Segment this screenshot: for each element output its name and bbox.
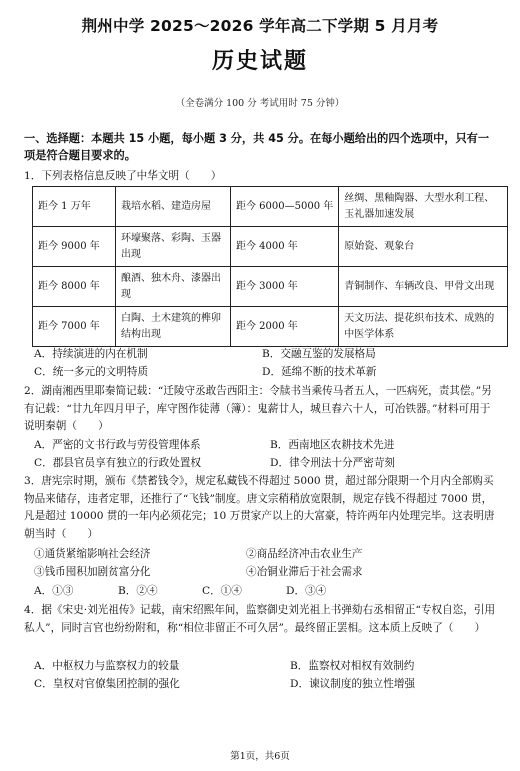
table-cell: 白陶、土木建筑的榫卯结构出现: [116, 307, 231, 347]
option-d[interactable]: D．③④: [286, 585, 327, 597]
table-row: [33, 267, 508, 307]
table-cell: 环壕聚落、彩陶、玉器出现: [116, 227, 231, 267]
sub-option-2: ②商品经济冲击农业生产: [246, 548, 363, 560]
option-d[interactable]: D．谏议制度的独立性增强: [290, 678, 416, 690]
exam-title: 荆州中学 2025～2026 学年高二下学期 5 月月考: [81, 17, 439, 35]
option-a[interactable]: A．持续演进的内在机制: [34, 348, 148, 360]
option-c[interactable]: C．皇权对官僚集团控制的强化: [34, 678, 180, 690]
table-cell: 青铜制作、车辆改良、甲骨文出现: [339, 267, 508, 307]
table-row: [33, 307, 508, 347]
table-cell: 栽培水稻、建造房屋: [116, 187, 231, 227]
option-d[interactable]: D．延绵不断的技术革新: [262, 366, 377, 378]
question-1-table: [32, 186, 508, 347]
table-cell: 原始瓷、观象台: [339, 227, 508, 267]
question-4-stem: 4．据《宋史·刘光祖传》记载，南宋绍熙年间，监察御史刘光祖上书弹劾右丞相留正“专权自恣，引用私人”，同时言官也纷纷附和，称“相位非留正不可久居”。最终留正罢相。这本质上反映了（ ）: [24, 604, 496, 634]
table-cell: 丝绸、黑釉陶器、大型水利工程、玉礼器加速发展: [339, 187, 508, 227]
table-cell: 距今 4000 年: [231, 227, 339, 267]
question-2-options: [34, 437, 504, 473]
table-cell: 距今 1 万年: [33, 187, 116, 227]
question-1-stem: 1．下列表格信息反映了中华文明（ ）: [24, 170, 222, 182]
option-a[interactable]: A．严密的文书行政与劳役管理体系: [34, 439, 201, 451]
exam-subject-title: 历史试题: [211, 49, 308, 74]
option-b[interactable]: B．监察权对相权有效制约: [290, 660, 415, 672]
sub-option-4: ④冶铜业滞后于社会需求: [246, 566, 363, 578]
question-4-options: [34, 658, 504, 694]
question-1-options: [34, 346, 504, 382]
question-3-stem: 3．唐宪宗时期，颁布《禁蓄钱令》，规定私藏钱不得超过 5000 贯，超过部分限期一个月内全部购买物品来储存，违者定罪，还推行了“飞钱”制度。唐文宗稍稍放宽限制，规定存钱不得超过 7000 贯，凡是超过 10000 贯的一年内必须花完；10 万贯家产以上的大富豪，特许两年内处理完毕。这表明唐朝当时（ ）: [24, 475, 495, 540]
table-cell: 距今 8000 年: [33, 267, 116, 307]
sub-option-1: ①通货紧缩影响社会经济: [34, 548, 151, 560]
question-2-stem: 2．湖南湘西里耶秦简记载：“迁陵守丞敢告西阳主：令牍书当乘传马者五人，一匹病死，责其偿。”另有记载：“廿九年四月甲子，库守图作徒薄（簿）：鬼薪廿人，城旦舂六十人，可冶铁器。”材料可用于说明秦朝（ ）: [24, 385, 492, 432]
option-d[interactable]: D．律令刑法十分严密苛刻: [270, 457, 396, 469]
sub-option-3: ③钱币囤积加剧贫富分化: [34, 566, 151, 578]
table-cell: 距今 9000 年: [33, 227, 116, 267]
table-cell: 酿酒、独木舟、漆器出现: [116, 267, 231, 307]
option-c[interactable]: C．统一多元的文明特质: [34, 366, 149, 378]
option-a[interactable]: A．①③: [34, 585, 74, 597]
option-b[interactable]: B．②④: [118, 585, 158, 597]
option-b[interactable]: B．西南地区农耕技术先进: [270, 439, 395, 451]
table-cell: 距今 3000 年: [231, 267, 339, 307]
table-row: [33, 187, 508, 227]
table-cell: 距今 2000 年: [231, 307, 339, 347]
table-row: [33, 227, 508, 267]
table-cell: 距今 7000 年: [33, 307, 116, 347]
option-b[interactable]: B．交融互鉴的发展格局: [262, 348, 376, 360]
option-c[interactable]: C．郡县官员享有独立的行政处置权: [34, 457, 202, 469]
page-footer: 第1页，共6页: [230, 751, 290, 762]
option-a[interactable]: A．中枢权力与监察权力的较量: [34, 660, 180, 672]
question-3-options: [34, 583, 504, 601]
section-heading: 一、选择题：本题共 15 小题，每小题 3 分，共 45 分。在每小题给出的四个选项中，只有一项是符合题目要求的。: [24, 132, 490, 162]
option-c[interactable]: C．①④: [202, 585, 242, 597]
table-cell: 天文历法、提花织布技术、成熟的中医学体系: [339, 307, 508, 347]
exam-note: （全卷满分 100 分 考试用时 75 分钟）: [175, 98, 345, 109]
table-cell: 距今 6000—5000 年: [231, 187, 339, 227]
question-3-sub-options: [34, 546, 504, 582]
